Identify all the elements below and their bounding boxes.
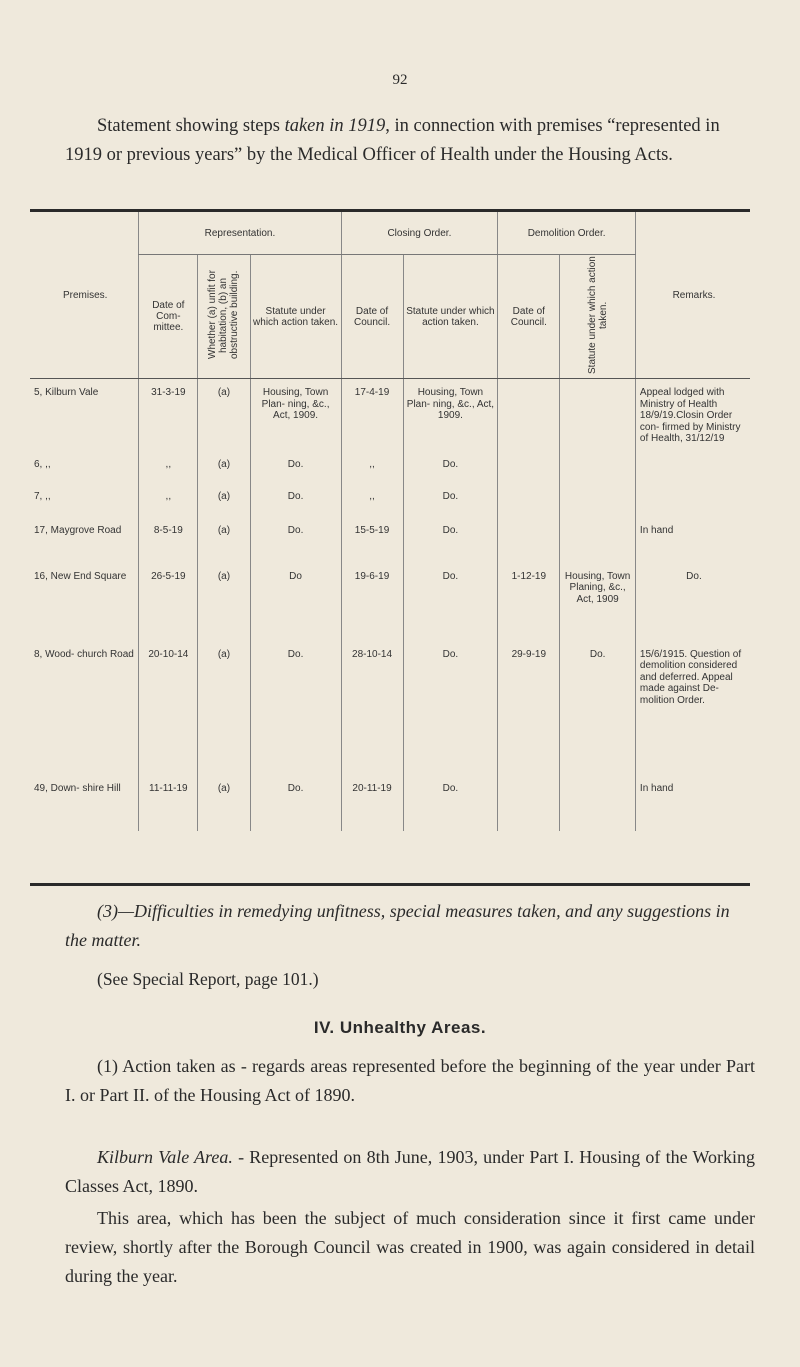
cell-closing-statute: Do. [403,571,498,649]
cell-whether: (a) [198,379,250,459]
cell-demolition-date [498,379,560,459]
cell-statute: Do. [250,783,341,831]
cell-statute: Do. [250,459,341,491]
cell-remarks: 15/6/1915. Question of demolition considered and deferred. Appeal made against De- molition Order. [635,649,750,783]
header-statute-demolition [560,255,636,379]
cell-demolition-statute [560,459,636,491]
cell-date: 26-5-19 [139,571,198,649]
cell-demolition-statute: Do. [560,649,636,783]
header-statute-closing: Statute under which action taken. [403,255,498,379]
cell-closing-statute: Do. [403,649,498,783]
table-group-header-row [30,212,750,255]
intro-paragraph [65,112,755,170]
cell-statute: Do. [250,649,341,783]
paragraph-kilburn-vale [65,1143,755,1201]
difficulties-caption: (3)—Difficulties in remedying unfitness, special measures taken, and any suggestions in the matter. [65,901,730,950]
header-date-committee: Date of Com- mittee. [139,255,198,379]
table-row [30,783,750,831]
kilburn-vale-text: - Represented on 8th June, 1903, under Part I. Housing of the Working Classes Act, 1890. [65,1147,756,1196]
cell-demolition-date [498,783,560,831]
paragraph-area-history: This area, which has been the subject of much consideration since it first came under review, shortly after the Borough Council was created in 1900, was again considered in detail during the year. [65,1208,755,1286]
table-row [30,649,750,783]
cell-premises: 6, ,, [34,458,51,470]
cell-statute: Do. [250,491,341,525]
cell-closing-date: 28-10-14 [341,649,403,783]
cell-whether: (a) [198,649,250,783]
cell-closing-date: 20-11-19 [341,783,403,831]
cell-whether: (a) [198,783,250,831]
cell-demolition-statute: Housing, Town Planing, &c., Act, 1909 [560,571,636,649]
cell-demolition-statute [560,379,636,459]
cell-closing-date: 19-6-19 [341,571,403,649]
header-date-council-demolition: Date of Council. [498,255,560,379]
paragraph-action-taken: (1) Action taken as - regards areas represented before the beginning of the year under Part I. or Part II. of the Housing Act of 1890. [65,1056,755,1105]
cell-date: ,, [139,459,198,491]
cell-closing-statute: Do. [403,783,498,831]
cell-whether: (a) [198,525,250,571]
cell-statute: Housing, Town Plan- ning, &c., Act, 1909. [250,379,341,459]
cell-closing-statute: Do. [403,459,498,491]
cell-whether: (a) [198,459,250,491]
header-demolition-order: Demolition Order. [498,212,636,255]
cell-remarks: In hand [635,783,750,831]
cell-closing-date: 17-4-19 [341,379,403,459]
cell-date: 20-10-14 [139,649,198,783]
cell-demolition-date: 1-12-19 [498,571,560,649]
cell-demolition-statute [560,783,636,831]
header-whether [198,255,250,379]
kilburn-vale-area-label: Kilburn Vale Area. [97,1147,233,1167]
cell-closing-statute: Housing, Town Plan- ning, &c., Act, 1909. [403,379,498,459]
cell-closing-date: 15-5-19 [341,525,403,571]
cell-premises: 7, ,, [34,490,51,502]
cell-demolition-statute [560,525,636,571]
cell-premises: 49, Down- shire Hill [34,782,121,794]
intro-text-start: Statement showing steps [97,116,285,136]
cell-date: ,, [139,491,198,525]
table-row [30,379,750,459]
cell-whether: (a) [198,491,250,525]
header-remarks: Remarks. [635,212,750,379]
cell-demolition-date [498,525,560,571]
cell-whether: (a) [198,571,250,649]
header-premises: Premises. [30,212,139,379]
table-row [30,571,750,649]
cell-remarks: Appeal lodged with Ministry of Health 18/9/19.Closin Order con- firmed by Ministry of Health, 31/12/19 [635,379,750,525]
intro-text-end: , in connection with premises “represented in 1919 or previous years” by the Medical Officer of Health under the Housing Acts. [65,116,720,165]
cell-premises: 16, New End Square [34,570,127,582]
intro-italic: taken in 1919 [284,116,386,136]
cell-premises: 17, Maygrove Road [34,524,122,536]
statement-table [30,212,750,831]
section-heading: IV. Unhealthy Areas. [313,1018,487,1037]
header-representation: Representation. [139,212,341,255]
table-bottom-rule [30,883,750,886]
cell-premises: 5, Kilburn Vale [34,387,99,398]
cell-closing-date: ,, [341,491,403,525]
cell-remarks: In hand [635,525,750,571]
see-special-report: (See Special Report, page 101.) [97,969,319,989]
cell-closing-statute: Do. [403,525,498,571]
cell-date: 11-11-19 [139,783,198,831]
cell-closing-date: ,, [341,459,403,491]
cell-statute: Do. [250,525,341,571]
header-date-council-closing: Date of Council. [341,255,403,379]
cell-closing-statute: Do. [403,491,498,525]
header-statute-representation: Statute under which action taken. [250,255,341,379]
cell-demolition-statute [560,491,636,525]
table-row [30,525,750,571]
page-number: 92 [392,72,408,88]
header-statute-demolition-text: Statute under which action taken. [586,256,609,374]
cell-demolition-date: 29-9-19 [498,649,560,783]
cell-demolition-date [498,459,560,491]
cell-statute: Do [250,571,341,649]
header-whether-text: Whether (a) unfit for habitation, (b) an obstructive building. [207,270,241,360]
cell-remarks: Do. [635,571,750,649]
header-closing-order: Closing Order. [341,212,498,255]
cell-date: 8-5-19 [139,525,198,571]
cell-date: 31-3-19 [139,379,198,459]
statement-table-wrapper [30,212,750,884]
cell-premises: 8, Wood- church Road [34,648,134,660]
cell-demolition-date [498,491,560,525]
